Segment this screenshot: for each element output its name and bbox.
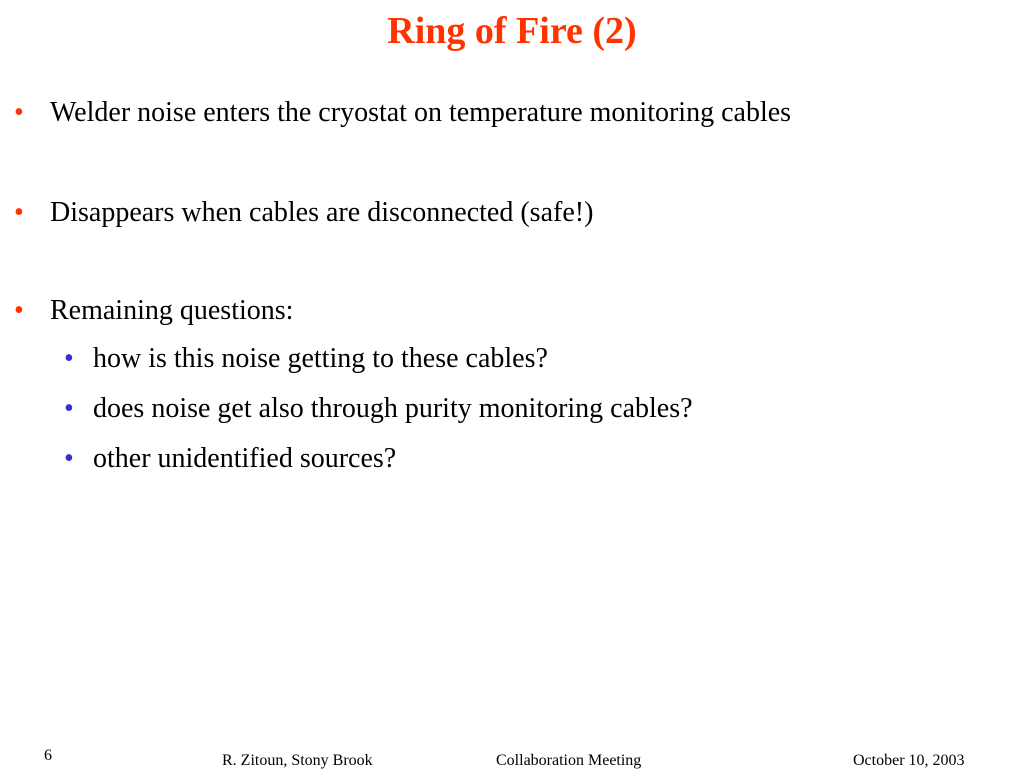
footer-author: R. Zitoun, Stony Brook <box>222 752 373 769</box>
sub-bullet-icon: • <box>64 343 74 374</box>
sub-bullet-icon: • <box>64 443 74 474</box>
footer-event: Collaboration Meeting <box>496 752 642 769</box>
page-number: 6 <box>44 747 52 764</box>
bullet-icon: • <box>14 197 24 228</box>
bullet-icon: • <box>14 295 24 326</box>
bullet-icon: • <box>14 97 24 128</box>
sub-bullet-text: other unidentified sources? <box>93 443 397 474</box>
sub-bullet-text: does noise get also through purity monitoring cables? <box>93 393 693 424</box>
bullet-text: Remaining questions: <box>50 295 294 326</box>
sub-bullet-icon: • <box>64 393 74 424</box>
bullet-text: Disappears when cables are disconnected (safe!) <box>50 197 594 228</box>
sub-bullet-text: how is this noise getting to these cables? <box>93 343 548 374</box>
bullet-text: Welder noise enters the cryostat on temperature monitoring cables <box>50 97 792 128</box>
footer-date: October 10, 2003 <box>853 752 965 769</box>
slide-title: Ring of Fire (2) <box>387 10 637 52</box>
